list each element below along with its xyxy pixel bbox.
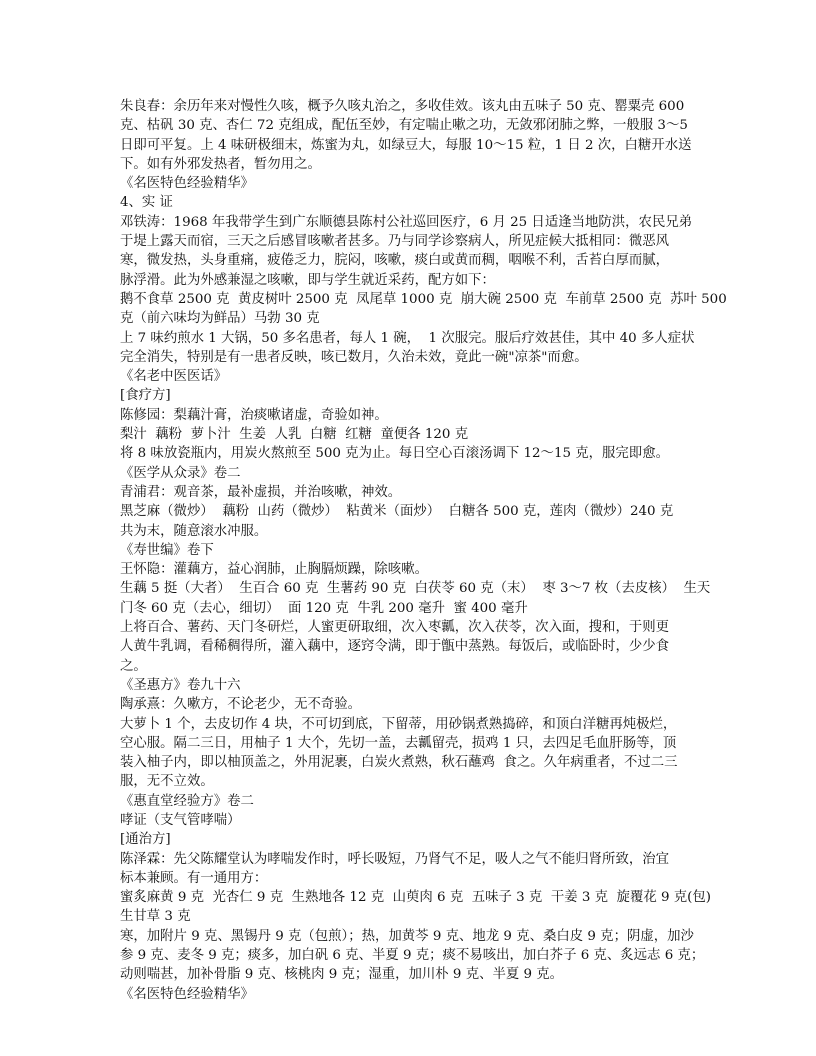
text-line: 之。 (120, 658, 147, 674)
text-line: 服，无不立效。 (120, 774, 214, 790)
document-page (120, 97, 727, 1004)
text-line: 上将百合、薯药、天门冬研烂，人蜜更研取细，次入枣瓤，次入茯苓，次入面，搜和，于则更 (120, 620, 670, 636)
text-line: 日即可平复。上 4 味研极细末，炼蜜为丸，如绿豆大，每服 10～15 粒，1 日 2 次，白糖开水送 (120, 137, 692, 153)
prescription-line: 门冬 60 克（去心，细切） 面 120 克 牛乳 200 毫升 蜜 400 毫升 (120, 600, 528, 616)
text-line: 完全消失，特别是有一患者反映，咳已数月，久治未效，竟此一碗"凉茶"而愈。 (120, 349, 588, 365)
prescription-line: 黑芝麻（微炒） 藕粉 山药（微炒） 粘黄米（面炒） 白糖各 500 克，莲肉（微炒）240 克 (120, 504, 674, 520)
source-citation: 《名医特色经验精华》 (120, 986, 254, 1002)
text-line: 动则喘甚，加补骨脂 9 克、核桃肉 9 克；湿重，加川朴 9 克、半夏 9 克。 (120, 967, 564, 983)
text-line: 共为末，随意滚水冲服。 (120, 523, 268, 539)
prescription-line: 鹅不食草 2500 克 黄皮树叶 2500 克 凤尾草 1000 克 崩大碗 2500 克 车前草 2500 克 苏叶 500 (120, 291, 727, 307)
text-line: 上 7 味约煎水 1 大锅，50 多名患者，每人 1 碗， 1 次服完。服后疗效甚佳，其中 40 多人症状 (120, 330, 695, 346)
text-line: 青浦君：观音茶，最补虚损，并治咳嗽，神效。 (120, 484, 402, 500)
text-line: 朱良春：余历年来对慢性久咳，概予久咳丸治之，多收佳效。该丸由五味子 50 克、罂粟壳 600 (120, 99, 685, 114)
source-citation: 《寿世编》卷下 (120, 542, 214, 558)
text-line: 寒，微发热，头身重痛，疲倦乏力，脘闷，咳嗽，痰白或黄而稠，咽喉不利，舌苔白厚而腻， (120, 253, 670, 269)
text-line: 人黄牛乳调，看稀稠得所，灌入藕中，逐窍令满，即于甑中蒸熟。每饭后，或临卧时，少少食 (120, 639, 670, 655)
text-line: 寒，加附片 9 克、黑锡丹 9 克（包煎）；热，加黄芩 9 克、地龙 9 克、桑白皮 9 克；阴虚，加沙 (120, 928, 694, 944)
text-line: 装入柚子内，即以柚顶盖之，外用泥裹，白炭火煮熟，秋石蘸鸡 食之。久年病重者，不过二三 (120, 755, 678, 771)
prescription-line: 克（前六味均为鲜品）马勃 30 克 (120, 311, 320, 327)
section-heading: [通治方] (120, 832, 171, 848)
text-line: 王怀隐：灌藕方，益心润肺，止胸膈烦躁，除咳嗽。 (120, 562, 428, 578)
text-line: 陶承熹：久嗽方，不论老少，无不奇验。 (120, 697, 362, 713)
text-line: 大萝卜 1 个，去皮切作 4 块，不可切到底，下留蒂，用砂锅煮熟捣碎，和顶白洋糖再炖极烂， (120, 716, 677, 732)
source-citation: 《名医特色经验精华》 (120, 176, 254, 192)
text-line: 邓铁涛：1968 年我带学生到广东顺德县陈村公社巡回医疗，6 月 25 日适逢当地防洪，农民兄弟 (120, 214, 693, 230)
section-heading: 4、实 证 (120, 195, 173, 211)
source-citation: 《医学从众录》卷二 (120, 465, 241, 481)
section-heading: [食疗方] (120, 388, 171, 404)
text-line: 将 8 味放瓷瓶内，用炭火熬煎至 500 克为止。每日空心百滚汤调下 12～15 克，服完即愈。 (120, 446, 669, 462)
section-heading: 哮证（支气管哮喘） (120, 812, 241, 828)
text-line: 克、枯矾 30 克、杏仁 72 克组成，配伍至妙，有定喘止嗽之功，无敛邪闭肺之弊，一般服 3～5 (120, 118, 688, 134)
text-line: 陈修园：梨藕汁膏，治痰嗽诸虚，奇验如神。 (120, 407, 388, 423)
source-citation: 《惠直堂经验方》卷二 (120, 793, 254, 809)
text-line: 脉浮滑。此为外感兼湿之咳嗽，即与学生就近采药，配方如下： (120, 272, 495, 288)
prescription-line: 蜜炙麻黄 9 克 光杏仁 9 克 生熟地各 12 克 山萸肉 6 克 五味子 3 克 干姜 3 克 旋覆花 9 克(包) (120, 890, 711, 906)
text-line: 参 9 克、麦冬 9 克；痰多，加白矾 6 克、半夏 9 克；痰不易咳出，加白芥子 6 克、炙远志 6 克； (120, 948, 705, 964)
source-citation: 《名老中医医话》 (120, 369, 228, 385)
text-line: 下。如有外邪发热者，暂勿用之。 (120, 156, 321, 172)
text-line: 于堤上露天而宿，三天之后感冒咳嗽者甚多。乃与同学诊察病人，所见症候大抵相同：微恶风 (120, 234, 670, 250)
source-citation: 《圣惠方》卷九十六 (120, 677, 241, 693)
prescription-line: 梨汁 藕粉 萝卜汁 生姜 人乳 白糖 红糖 童便各 120 克 (120, 427, 469, 443)
text-line: 空心服。隔二三日，用柚子 1 大个，先切一盖，去瓤留壳，损鸡 1 只，去四足毛血肝肠等，顶 (120, 735, 677, 751)
text-line: 陈泽霖：先父陈耀堂认为哮喘发作时，呼长吸短，乃肾气不足，吸人之气不能归肾所致，治宜 (120, 851, 670, 867)
text-line: 标本兼顾。有一通用方： (120, 870, 268, 886)
prescription-line: 生甘草 3 克 (120, 909, 191, 925)
prescription-line: 生藕 5 挺（大者） 生百合 60 克 生薯药 90 克 白茯苓 60 克（末） 枣 3～7 枚（去皮核） 生天 (120, 581, 711, 597)
